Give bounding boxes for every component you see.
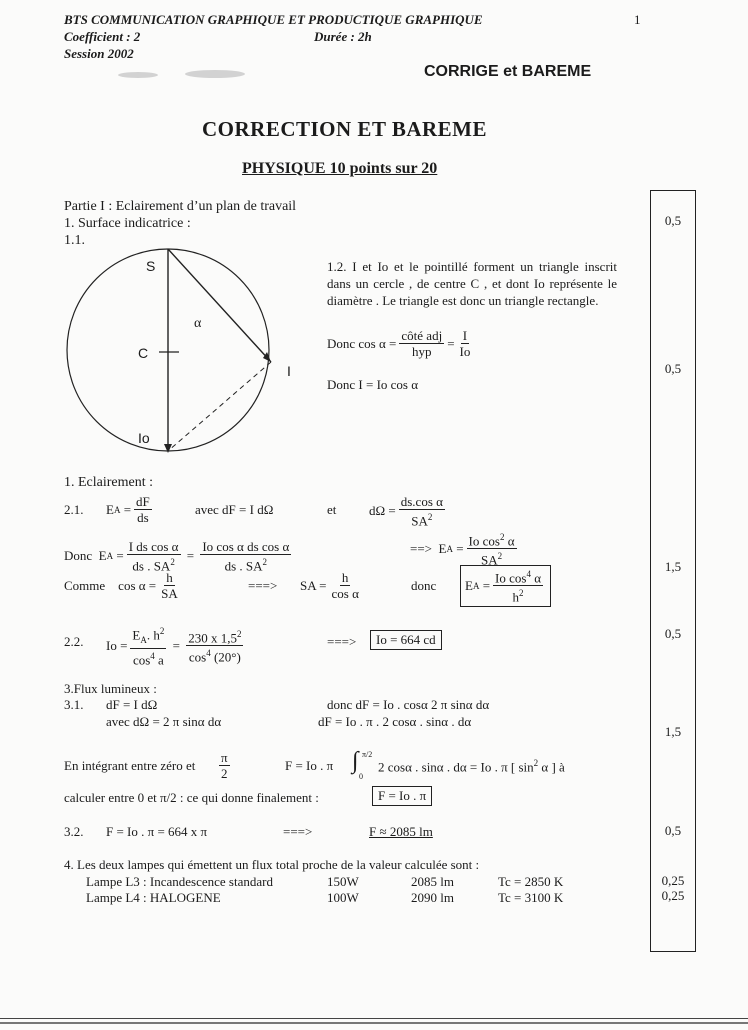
frac-num: h bbox=[166, 570, 173, 585]
arrow: ===> bbox=[327, 634, 357, 649]
integral-sign: ∫ bbox=[352, 748, 359, 774]
frac-den: ds . SA bbox=[132, 558, 171, 574]
EA-formula-2: Donc E A = $\frac{\text{I ds cos α}}{ds . SA^2}$ = $\frac{\text{Io cos α ds cos α}}{ds . SA^2}$ bbox=[64, 539, 290, 574]
diagram-label-C: C bbox=[138, 345, 149, 361]
indicatrix-diagram bbox=[55, 240, 315, 465]
frac-num: I ds cos α bbox=[128, 539, 179, 554]
formula-text: α ] à bbox=[538, 759, 565, 775]
frac-den: ds . SA bbox=[224, 558, 263, 574]
formula-text: dΩ = bbox=[369, 503, 396, 519]
lampe-tc: Tc = 2850 K bbox=[498, 874, 564, 889]
F-final-box: F = Io . π bbox=[372, 786, 432, 806]
page-number: 1 bbox=[634, 12, 641, 27]
part1-title: Partie I : Eclairement d’un plan de travail bbox=[64, 199, 297, 214]
lampe-flux: 2085 lm bbox=[411, 874, 454, 889]
pi-over-2 bbox=[216, 750, 233, 781]
frac-den: h bbox=[512, 589, 520, 605]
corrige-label: CORRIGE et BAREME bbox=[424, 63, 592, 80]
Io-result-box: Io = 664 cd bbox=[370, 630, 442, 650]
F-eq: F = Io . π bbox=[285, 758, 334, 773]
score-value: 0,5 bbox=[664, 361, 682, 376]
formula-text: cos α = bbox=[118, 577, 157, 593]
section-3-2: 3.2. bbox=[64, 824, 84, 839]
calculer-text: calculer entre 0 et π/2 : ce qui donne finalement : bbox=[64, 790, 319, 805]
score-value: 0,5 bbox=[664, 626, 682, 641]
F-result: F ≈ 2085 lm bbox=[369, 824, 433, 839]
lampe-tc: Tc = 3100 K bbox=[498, 890, 564, 905]
eclairement-title: 1. Eclairement : bbox=[64, 475, 154, 490]
dOmega-formula: dΩ = $\frac{\text{ds.cos α}}{SA^2}$ bbox=[369, 494, 443, 529]
lampe-name: Lampe L4 : HALOGENE bbox=[86, 890, 221, 905]
score-value: 1,5 bbox=[664, 724, 682, 739]
frac-den: (20°) bbox=[213, 649, 241, 665]
page-title: CORRECTION ET BAREME bbox=[202, 117, 487, 141]
score-value: 0,5 bbox=[664, 823, 682, 838]
score-value: 0,25 bbox=[661, 873, 685, 888]
EA-formula-3: ==> E A = $\frac{Io \cos^2 \alpha}{SA^2}$ bbox=[410, 532, 515, 568]
arrow: ==> bbox=[410, 540, 432, 556]
header-session: Session 2002 bbox=[64, 46, 134, 61]
frac-den: SA bbox=[411, 513, 428, 529]
formula-text: Donc bbox=[64, 548, 93, 564]
section-1: 1. Surface indicatrice : bbox=[64, 216, 191, 231]
arrow: ===> bbox=[248, 578, 278, 593]
avec-dF: avec dF = I dΩ bbox=[195, 502, 274, 517]
lampe-flux: 2090 lm bbox=[411, 890, 454, 905]
frac-num: Io cos α ds cos α bbox=[202, 539, 290, 554]
formula-sub: A bbox=[113, 504, 121, 515]
section-2-1: 2.1. bbox=[64, 502, 84, 517]
frac-num: côté adj bbox=[401, 328, 443, 343]
scan-edge-line bbox=[0, 1018, 748, 1019]
score-value: 0,25 bbox=[661, 888, 685, 903]
flux-title: 3.Flux lumineux : bbox=[64, 681, 157, 696]
formula-eq: = bbox=[447, 335, 455, 351]
frac-num: dF bbox=[136, 494, 150, 509]
F-calc: F = Io . π = 664 x π bbox=[106, 824, 208, 839]
arrow: ===> bbox=[283, 824, 313, 839]
page-subtitle: PHYSIQUE 10 points sur 20 bbox=[242, 160, 438, 177]
section-1-2-text: 1.2. I et Io et le pointillé forment un triangle inscrit dans un cercle , de centre C , et dont Io représente le diamètre . Le triangle est donc un triangle rectangle. bbox=[327, 259, 617, 308]
frac-den: cos bbox=[188, 649, 207, 665]
scan-smudge bbox=[118, 72, 158, 78]
frac-den: ds bbox=[137, 510, 149, 525]
formula-text: Donc cos α = bbox=[327, 335, 397, 351]
EA-result-box: E A = $\frac{Io \cos^4 \alpha}{h^2}$ bbox=[460, 565, 551, 607]
avec-dOmega: avec dΩ = 2 π sinα dα bbox=[106, 714, 222, 729]
donc-text: donc bbox=[411, 578, 437, 593]
header-duree: Durée : 2h bbox=[314, 29, 372, 44]
frac-num: h bbox=[341, 570, 349, 585]
lampes-intro: 4. Les deux lampes qui émettent un flux total proche de la valeur calculée sont : bbox=[64, 857, 480, 872]
frac-num: π bbox=[221, 750, 228, 765]
section-3-1: 3.1. bbox=[64, 697, 84, 712]
frac-num: 230 x 1,5 bbox=[188, 630, 237, 646]
dF-expanded: dF = Io . π . 2 cosα . sinα . dα bbox=[318, 714, 472, 729]
frac-den: cos bbox=[132, 652, 151, 668]
diagram-label-I: I bbox=[287, 363, 291, 379]
score-value: 0,5 bbox=[664, 213, 682, 228]
integral-expression: 2 cosα . sinα . dα = Io . π [ $\sin^2 \alpha$ ] à bbox=[378, 758, 565, 775]
dF-eq: dF = I dΩ bbox=[106, 697, 158, 712]
integral-lower: 0 bbox=[359, 772, 363, 781]
integrant-text: En intégrant entre zéro et bbox=[64, 758, 196, 773]
et-text: et bbox=[327, 502, 337, 517]
formula-text: SA = bbox=[300, 577, 327, 593]
header-coefficient: Coefficient : 2 bbox=[64, 29, 141, 44]
frac-den: hyp bbox=[412, 344, 432, 359]
score-value: 1,5 bbox=[664, 559, 682, 574]
frac-den: SA bbox=[480, 552, 498, 568]
SA-formula bbox=[64, 570, 183, 601]
integral-upper: π/2 bbox=[362, 750, 373, 759]
score-column bbox=[650, 190, 696, 952]
lampe-name: Lampe L3 : Incandescence standard bbox=[86, 874, 273, 889]
lampe-power: 150W bbox=[327, 874, 359, 889]
frac-den: cos α bbox=[331, 586, 359, 601]
SA-eq-formula bbox=[300, 570, 364, 601]
donc-dF: donc dF = Io . cosα 2 π sinα dα bbox=[327, 697, 490, 712]
frac-num: I bbox=[462, 328, 468, 343]
frac-den: 2 bbox=[221, 766, 228, 781]
scan-smudge bbox=[185, 70, 245, 78]
formula-text: 2 cosα . sinα . dα = Io . π [ sin bbox=[378, 759, 534, 775]
diagram-label-alpha: α bbox=[194, 316, 202, 331]
section-1-1: 1.1. bbox=[64, 233, 85, 248]
frac-num: ds.cos α bbox=[400, 494, 443, 509]
section-2-2: 2.2. bbox=[64, 634, 84, 649]
formula-text: E bbox=[106, 501, 114, 517]
frac-den: SA bbox=[161, 586, 178, 601]
donc-I-formula: Donc I = Io cos α bbox=[327, 377, 419, 392]
diagram-label-S: S bbox=[146, 258, 156, 274]
diagram-label-Io: Io bbox=[138, 430, 150, 446]
Io-formula: Io = $\frac{E_A. h^2}{\cos^4 a}$ = $\frac{230 x 1,5^2}{\cos^4 (20^\circ)}$ bbox=[106, 626, 242, 668]
frac-den: Io bbox=[459, 344, 471, 359]
frac-den: a bbox=[158, 652, 164, 668]
header-course: BTS COMMUNICATION GRAPHIQUE ET PRODUCTIQUE GRAPHIQUE bbox=[64, 12, 483, 27]
cos-alpha-formula bbox=[327, 328, 475, 359]
frac-num: E bbox=[132, 627, 141, 643]
frac-num: Io cos bbox=[495, 570, 527, 586]
lampe-power: 100W bbox=[327, 890, 359, 905]
frac-num: Io cos bbox=[468, 533, 500, 549]
EA-formula-1: E A = $\frac{dF}{ds}$ bbox=[106, 494, 150, 525]
formula-text: Comme bbox=[64, 577, 106, 593]
formula-text: Io = bbox=[106, 637, 128, 653]
scan-edge-line bbox=[0, 1022, 748, 1024]
